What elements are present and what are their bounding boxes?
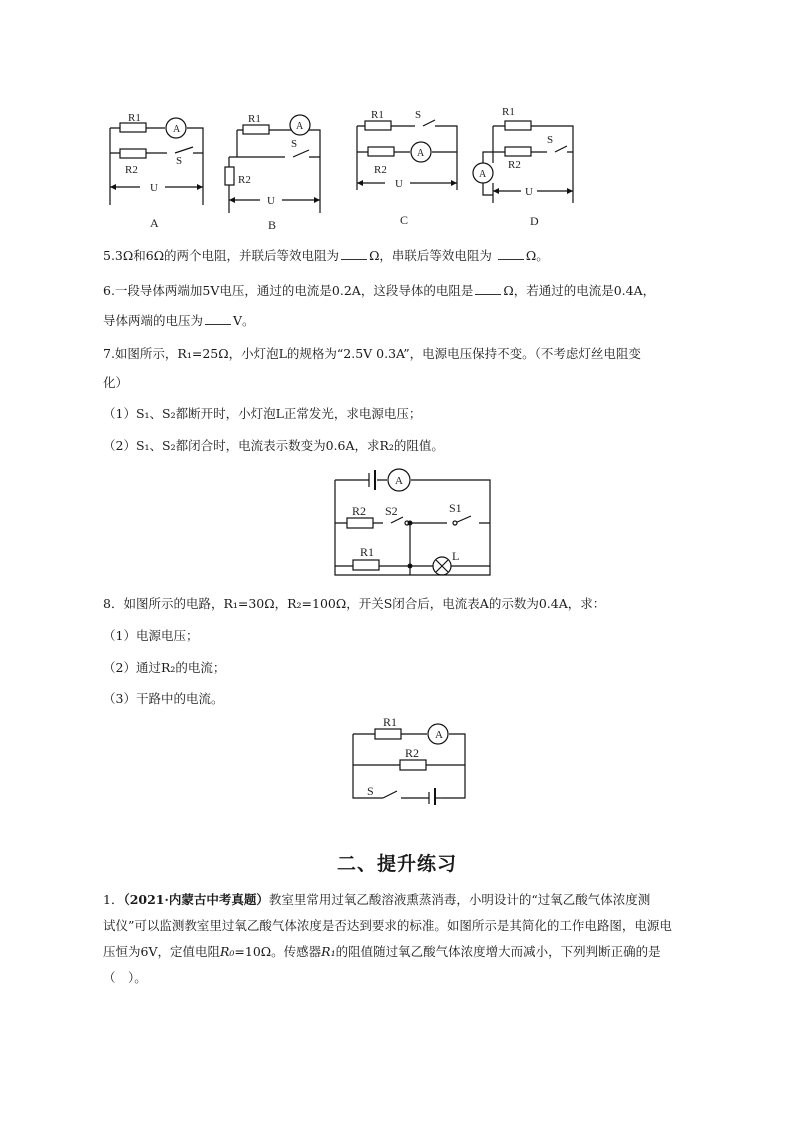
q6-blank-2 — [205, 313, 231, 325]
fig-a-ammeter-label: A — [173, 124, 181, 135]
fig-d-r2-label: R2 — [508, 159, 521, 171]
q6-blank-1 — [475, 283, 501, 295]
fig-a-switch-label: S — [176, 155, 183, 167]
fig-a-r1-label: R1 — [128, 112, 141, 124]
fig-b-r1-label: R1 — [248, 113, 261, 125]
exercise-1-line-2: 试仪”可以监测教室里过氧乙酸气体浓度是否达到要求的标准。如图所示是其简化的工作电路图，电源电 — [103, 918, 672, 933]
exercise-1-r1: R₁ — [321, 944, 336, 959]
fig-d-caption: D — [530, 214, 539, 228]
q5-text-1: 5.3Ω和6Ω的两个电阻，并联后等效电阻为 — [103, 248, 340, 263]
fig-c-ammeter-label: A — [417, 148, 425, 159]
q5-blank-2 — [498, 248, 524, 260]
question-8-sub-3: （3）干路中的电流。 — [103, 691, 224, 706]
fig-c-switch-label: S — [415, 109, 422, 121]
question-5 — [103, 247, 549, 265]
fig-c-u-label: U — [395, 178, 403, 190]
fig-b-ammeter-label: A — [296, 121, 304, 132]
exercise-1-source: （2021·内蒙古中考真题） — [123, 892, 269, 907]
fig-b-r2-label: R2 — [238, 174, 251, 186]
circuit-figures-abcd — [95, 95, 595, 240]
fig-a-caption: A — [150, 216, 159, 230]
question-8-line-1: 8．如图所示的电路，R₁=30Ω，R₂=100Ω，开关S闭合后，电流表A的示数为0.4A，求： — [103, 596, 606, 611]
exercise-1-text-3a: 压恒为6V，定值电阻 — [103, 944, 220, 959]
fig-a-r2-label: R2 — [125, 164, 138, 176]
q8-r1-label: R1 — [383, 715, 398, 729]
fig-c-caption: C — [400, 213, 409, 227]
exercise-1-number: 1． — [103, 892, 124, 907]
q8-switch-label: S — [367, 784, 374, 798]
exercise-1-text-3c: =10Ω。传感器 — [234, 944, 322, 959]
exercise-1 — [103, 887, 703, 991]
question-8-sub-1: （1）电源电压； — [103, 628, 199, 643]
fig-d-switch-label: S — [547, 134, 554, 146]
q6-text-2: Ω，若通过的电流是0.4A， — [503, 283, 656, 298]
fig-b-caption: B — [268, 218, 277, 232]
question-7-sub-1: （1）S₁、S₂都断开时，小灯泡L正常发光，求电源电压； — [103, 406, 422, 421]
q8-r2-label: R2 — [405, 746, 420, 760]
fig-d-u-label: U — [525, 186, 533, 198]
q6-text-3: 导体两端的电压为 — [103, 313, 204, 328]
question-7-sub-2: （2）S₁、S₂都闭合时，电流表示数变为0.6A，求R₂的阻值。 — [103, 438, 444, 453]
q8-ammeter-label: A — [435, 729, 443, 741]
q7-s2-label: S2 — [385, 504, 398, 518]
q6-text-4: V。 — [233, 313, 255, 328]
q7-ammeter-label: A — [395, 475, 403, 487]
fig-b-switch-label: S — [291, 138, 298, 150]
question-7-line-1: 7.如图所示，R₁=25Ω，小灯泡L的规格为“2.5V 0.3A”，电源电压保持不变。（不考虑灯丝电阻变 — [103, 346, 641, 361]
q7-r1-label: R1 — [360, 545, 375, 559]
exercise-1-line-3 — [103, 939, 703, 965]
question-6-line-2 — [103, 312, 255, 330]
q5-blank-1 — [341, 248, 367, 260]
fig-a-u-label: U — [150, 182, 158, 194]
question-8-sub-2: （2）通过R₂的电流； — [103, 660, 226, 675]
q5-text-2: Ω，串联后等效电阻为 — [369, 248, 492, 263]
exercise-1-line-4: （ ）。 — [103, 970, 147, 985]
exercise-1-text-3e: 的阻值随过氧乙酸气体浓度增大而减小，下列判断正确的是 — [335, 944, 661, 959]
exercise-1-line-1 — [103, 887, 703, 913]
fig-c-r2-label: R2 — [374, 164, 387, 176]
exercise-1-text-1: 教室里常用过氧乙酸溶液熏蒸消毒，小明设计的“过氧乙酸气体浓度测 — [268, 892, 651, 907]
q6-text-1: 6.一段导体两端加5V电压，通过的电流是0.2A，这段导体的电阻是 — [103, 283, 474, 298]
question-6-line-1 — [103, 282, 655, 300]
question-8-circuit — [345, 710, 475, 805]
q7-s1-label: S1 — [449, 501, 462, 515]
question-7-line-2: 化） — [103, 375, 129, 390]
q5-text-3: Ω。 — [525, 248, 549, 263]
fig-c-r1-label: R1 — [371, 109, 384, 121]
section-title: 二、提升练习 — [336, 853, 457, 875]
fig-d-ammeter-label: A — [479, 169, 487, 180]
fig-d-r1-label: R1 — [502, 106, 515, 118]
q7-lamp-label: L — [452, 549, 460, 563]
fig-b-u-label: U — [267, 195, 275, 207]
exercise-1-r0: R₀ — [219, 944, 235, 959]
q7-r2-label: R2 — [352, 504, 367, 518]
question-7-circuit — [325, 465, 500, 580]
